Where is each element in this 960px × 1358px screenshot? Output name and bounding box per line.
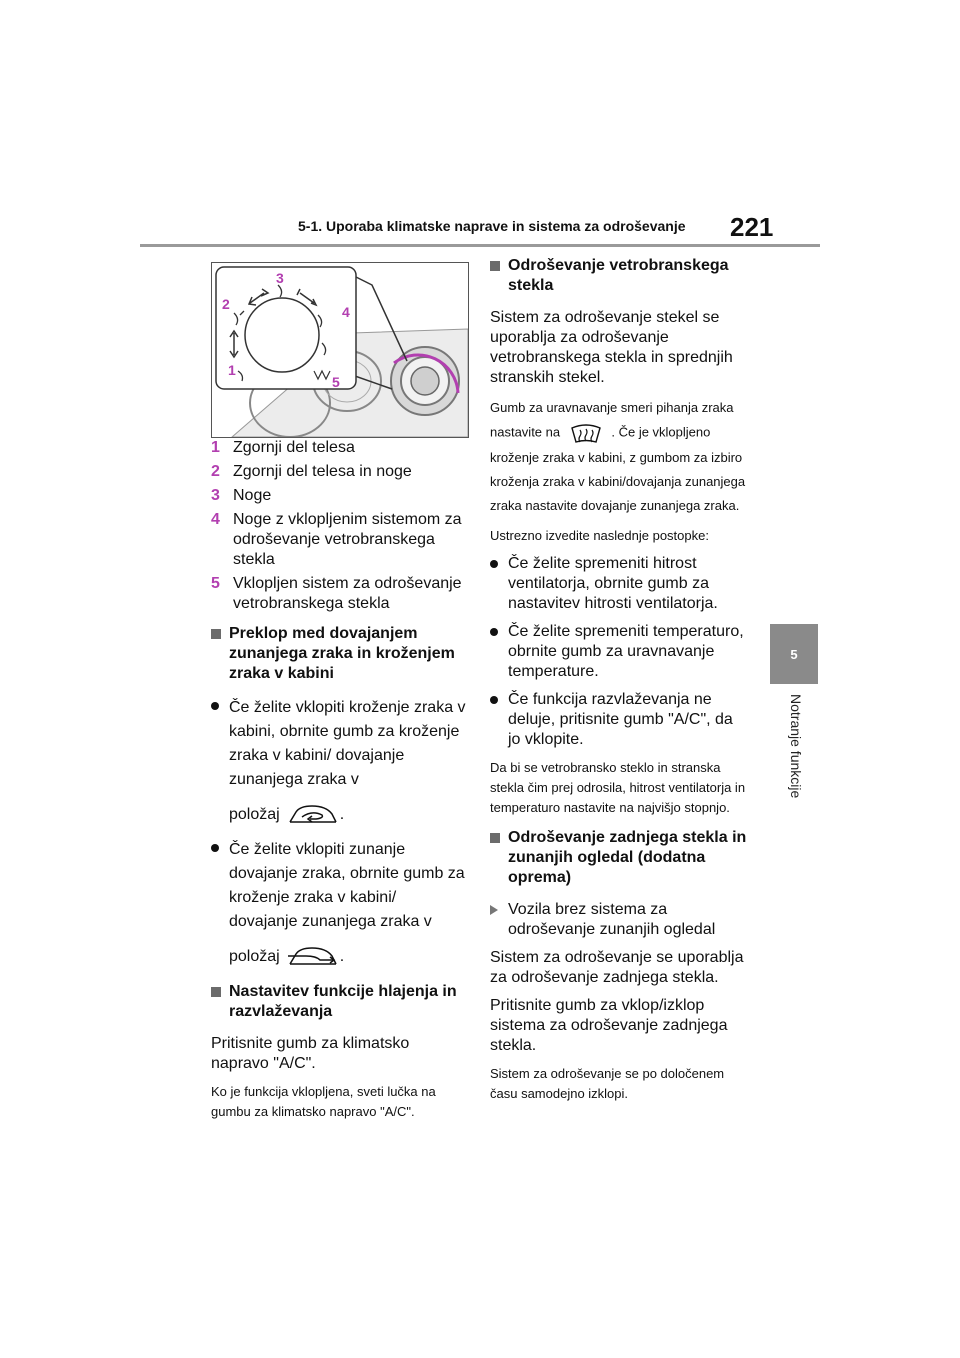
section-heading: Odroševanje vetrobranskega stekla [490, 256, 748, 296]
note-text: Gumb za uravnavanje smeri pihanja zraka nastavite na . Če je vklopljeno kroženje zraka v kabini, z gumbom za izbiro kroženja zraka v kabini/dovajanja zunanjega zraka nastavite dovajanje zunanjega zraka. [490, 400, 746, 513]
body-text: Pritisnite gumb za vklop/izklop sistema za odroševanje zadnjega stekla. [490, 997, 728, 1054]
left-column [211, 438, 466, 1130]
sub-item: Vozila brez sistema za odroševanje zunanjih ogledal [490, 900, 748, 940]
note-text: Sistem za odroševanje se po določenem času samodejno izklopi. [490, 1066, 725, 1101]
chapter-label: Notranje funkcije [788, 694, 804, 799]
section-title: 5-1. Uporaba klimatske naprave in sistema za odroševanje [298, 218, 686, 234]
dial-diagram [212, 263, 468, 437]
section-heading: Odroševanje zadnjega stekla in zunanjih ogledal (dodatna oprema) [490, 828, 748, 888]
note-text: Ko je funkcija vklopljena, sveti lučka na gumbu za klimatsko napravo "A/C". [211, 1084, 436, 1119]
bullet-dot-icon [211, 844, 219, 852]
callout-5: 5 [332, 374, 340, 390]
section-heading: Preklop med dovajanjem zunanjega zraka in kroženjem zraka v kabini [211, 624, 466, 684]
bullet-dot-icon [490, 560, 498, 568]
list-item: 3 Noge [211, 487, 272, 504]
header-rule [140, 244, 820, 247]
body-text: Sistem za odroševanje stekel se uporablja za odroševanje vetrobranskega stekla in sprednjih stranskih stekel. [490, 309, 733, 386]
section-heading: Nastavitev funkcije hlajenja in razvlaževanja [211, 982, 466, 1022]
recirculation-car-icon [286, 802, 340, 828]
list-item: 4 Noge z vklopljenim sistemom za odroševanje vetrobranskega stekla [211, 511, 462, 568]
square-bullet-icon [211, 987, 221, 997]
list-item: 5 Vklopljen sistem za odroševanje vetrobranskega stekla [211, 575, 462, 612]
bullet-item: Če želite vklopiti zunanje dovajanje zraka, obrnite gumb za kroženje zraka v kabini/ dovajanje zunanjega zraka v položaj . [211, 838, 466, 972]
bullet-item: Če funkcija razvlaževanja ne deluje, pritisnite gumb "A/C", da jo vklopite. [490, 690, 748, 750]
body-text: Sistem za odroševanje se uporablja za odroševanje zadnjega stekla. [490, 949, 744, 986]
bullet-dot-icon [490, 628, 498, 636]
bullet-item: Če želite spremeniti temperaturo, obrnite gumb za uravnavanje temperature. [490, 622, 748, 682]
list-item: 1 Zgornji del telesa [211, 439, 355, 456]
page-number: 221 [730, 212, 774, 242]
bullet-dot-icon [490, 696, 498, 704]
square-bullet-icon [490, 261, 500, 271]
airflow-modes-list [211, 438, 466, 614]
square-bullet-icon [211, 629, 221, 639]
callout-4: 4 [342, 304, 350, 320]
right-column [490, 256, 748, 1112]
windshield-defrost-icon [566, 420, 606, 446]
list-item: 2 Zgornji del telesa in noge [211, 463, 412, 480]
airflow-dial-illustration [211, 262, 469, 438]
callout-1: 1 [228, 362, 236, 378]
note-text: Da bi se vetrobransko steklo in stranska stekla čim prej odrosila, hitrost ventilatorja in temperaturo nastavite na najvišjo stopnjo. [490, 760, 746, 815]
note-text: Ustrezno izvedite naslednje postopke: [490, 528, 709, 543]
fresh-air-car-icon [286, 944, 340, 970]
callout-3: 3 [276, 270, 284, 286]
bullet-dot-icon [211, 702, 219, 710]
body-text: Pritisnite gumb za klimatsko napravo "A/C". [211, 1035, 410, 1072]
chapter-number: 5 [790, 646, 798, 662]
bullet-item: Če želite spremeniti hitrost ventilatorja, obrnite gumb za nastavitev hitrosti ventilatorja. [490, 554, 748, 614]
chapter-tab [770, 624, 818, 684]
triangle-bullet-icon [490, 905, 498, 915]
square-bullet-icon [490, 833, 500, 843]
bullet-item: Če želite vklopiti kroženje zraka v kabini, obrnite gumb za kroženje zraka v kabini/ dovajanje zunanjega zraka v položaj . [211, 696, 466, 830]
callout-2: 2 [222, 296, 230, 312]
